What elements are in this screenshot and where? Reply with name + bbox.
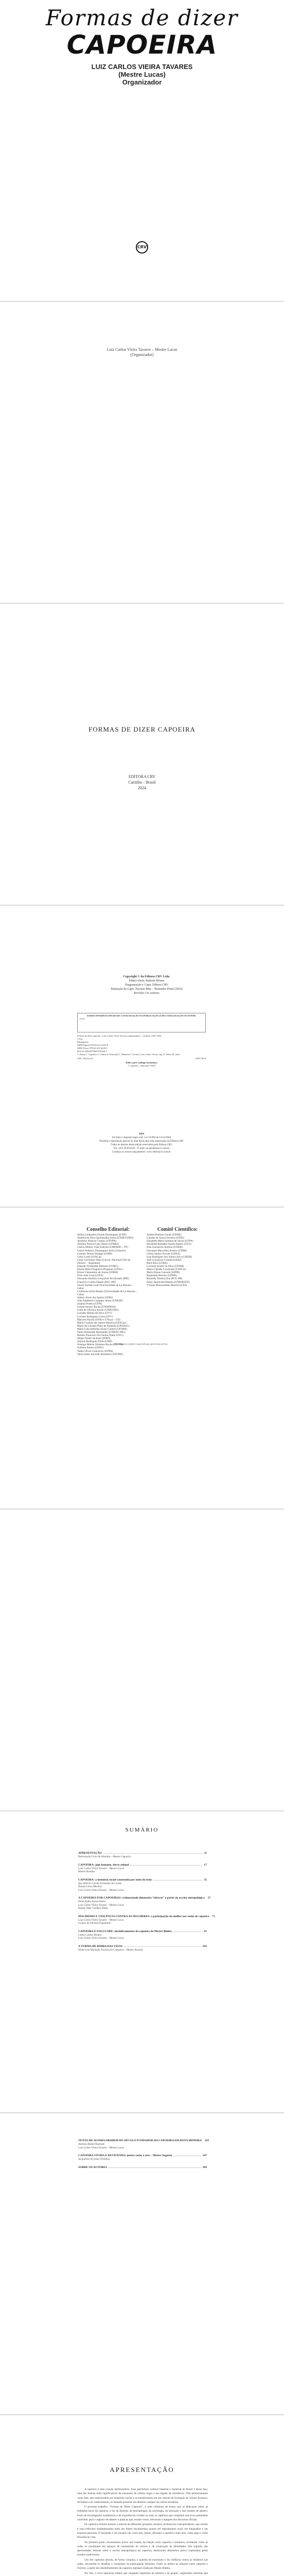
toc-entry-author: Luiz Carlos Vieira Tavares – Mestre Lucas: [78, 1888, 124, 1892]
title-page: [0, 604, 284, 905]
toc-entry: [78, 1878, 207, 1892]
blank-page: [0, 1510, 284, 1810]
board-member: Carlos Alberto Vilar Estêvão (UMINHO – PT): [77, 1246, 129, 1249]
footer-line: Foi feito o depósito legal conf. Lei 10.994 de 14/12/2004: [112, 1137, 171, 1139]
footer-line: Conheça os nossos lançamentos: www.editoracrv.com.br: [112, 1151, 171, 1154]
board-member: Francisco Carlos Duarte (PUC-PR): [77, 1280, 116, 1284]
toc-entry-title: A TURMA DE BIMBA DAS VEIAS: [78, 1944, 123, 1948]
book-title: FORMAS DE DIZER CAPOEIRA: [88, 725, 196, 733]
board-member: Sérgio Nunes de Jesus (IFRO): [77, 1337, 111, 1341]
board-member: Maria de Lourdes Pinto de Almeida (UNOESC): [77, 1324, 130, 1328]
toc-leader-dots: [130, 1865, 202, 1866]
toc-entry: [78, 2139, 207, 2149]
toc-entry-author: Luiz Carlos Vieira Tavares – Mestre Lucas: [78, 1867, 124, 1870]
board-member: Maria Eliane Gazzola (UFPR): [147, 1271, 180, 1275]
toc-entry-title: APRESENTAÇÃO: [78, 1852, 102, 1855]
cover-author-nickname: (Mestre Lucas): [118, 71, 166, 78]
toc-line: [78, 1914, 215, 1919]
board-member: Renato Francisco dos Santos Paula (UFG): [77, 1334, 123, 1337]
summary-page-continued: [0, 2113, 284, 2414]
toc-page-number: 169: [202, 2165, 207, 2169]
board-member: Élsio José Corá (UFFS): [77, 1274, 103, 1278]
cover-role: Organizador: [122, 78, 162, 86]
board-member: Carlos Federico Dominguez Avila (Unieuro): [77, 1249, 126, 1252]
toc-line: [78, 1896, 211, 1900]
catalog-page: [0, 906, 284, 1207]
toc-entry-author: Cintia Comby Beatriz: [78, 1933, 102, 1937]
summary-title: SUMÁRIO: [125, 1827, 159, 1833]
board-member: Elizeu Clementino de Souza (UNEB): [77, 1271, 118, 1275]
summary-page: [0, 1811, 284, 2112]
board-member: Paulo Romualdo Hernandes (UNIFAL-MG): [77, 1331, 126, 1334]
toc-page-number: 17: [204, 1863, 207, 1867]
board-member: Cesar Gerónimo Tello (Univer. Nacional Três de Febrero – Argentina): [77, 1258, 130, 1265]
board-member: Kelli Rios (UFBA): [147, 1261, 168, 1265]
cdu-code: CDU 796.012.62: [77, 1057, 93, 1060]
toc-entry: [78, 2154, 207, 2161]
cip-line: ISBN Digital 978-65-251-6225-8: [77, 1044, 109, 1046]
publisher-block: [0, 774, 284, 791]
toc-line: [78, 2139, 207, 2143]
scientific-committee-title: Comitê Científico:: [157, 1227, 198, 1232]
toc-list: [78, 1852, 215, 1956]
catalog-credits: [103, 975, 190, 995]
toc-line: [78, 2166, 207, 2170]
cover-page: [0, 0, 284, 301]
board-member: Elione Maria Nogueira Diogenes (UFAL): [77, 1268, 123, 1272]
toc-page-number: 35: [204, 1878, 207, 1882]
board-member: Gleisa Santos Novaes (UFBA): [147, 1252, 181, 1256]
publisher-logo: CRV: [136, 241, 148, 253]
toc-entry: [78, 1945, 207, 1952]
toc-page-number: 119: [204, 2139, 209, 2142]
board-member: José Gonçalves Gondra (UERJ): [147, 1258, 182, 1262]
paragraph: Na primeira parte, encontramos textos que tratam da relação entre capoeira e memória, revelando como as rodas se constituem em espaços de transmissão de valores e de construção de identidades. Em seguida, são apresentadas leituras sobre a escrita antropológica da capoeira, destacando dimensões pouco exploradas pelos estudos tradicionais.: [77, 2540, 208, 2557]
cover-title-line2: CAPOEIRA: [66, 30, 218, 60]
revision-credit: Revisão: Os Autores: [134, 992, 159, 995]
cip-title: DADOS INTERNACIONAIS DE CATALOGAÇÃO NA PUBLICAÇÃO (CIP) CATALOGAÇÃO NA FONTE: [87, 1014, 196, 1017]
toc-leader-dots: [103, 1853, 203, 1854]
board-member: João Adalberto Campato Junior (UNESP): [77, 1299, 123, 1303]
board-member: Suely Aparecida Martins (UNIOESTE): [147, 1280, 190, 1284]
toc-entry: [78, 1896, 211, 1910]
cip-line: 1. Dança 2. Capoeira 3. Cultura 4. Educação 5. Memória I. Tavares, Luiz Carlos Vieira, org. II. Título III. Série: [77, 1053, 181, 1056]
peer-review-note: Este livro foi avaliado e aprovado por pareceristas ad hoc.: [114, 1343, 169, 1345]
paragraph: Um dos capítulos aborda, de forma corajosa, a questão do machismo e da violência contra as mulheres nas rodas, discutindo os desafios e conquistas da participação feminina. Outro se dedica às relações entre capoeira e folclore, a partir dos desdobramentos da capoeira regional criada por Mestre Bimba.: [77, 2558, 208, 2570]
editorial-board-page: [0, 1208, 284, 1509]
board-member: Antônio Pereira Gaio Júnior (UFRRJ): [77, 1243, 119, 1246]
cip-box: [77, 1013, 206, 1032]
scientific-committee: [147, 1228, 208, 1287]
cover-author: LUIZ CARLOS VIEIRA TAVARES: [91, 63, 193, 71]
publisher-city: Curitiba – Brasil: [128, 780, 156, 785]
illustration-credit: Ilustração de Capa: Tarcisio Bini – Ilustrador Pinni (2024): [111, 988, 183, 991]
board-member: Lídia de Oliveira Xavier (UNIEURO): [77, 1309, 119, 1312]
editorial-council: [77, 1228, 139, 1356]
board-member: Tadeu Oliver Gonçalves (UFPA): [77, 1349, 113, 1353]
cip-details: [77, 1035, 206, 1067]
catalog-footer: [77, 1132, 206, 1154]
board-member: Simone Rodrigues Pinto (UNB): [77, 1340, 112, 1344]
toc-entry-author: Mestre Brasília: [78, 1870, 95, 1873]
toc-entry-author: Reinvenção Ciclo de Abreuba – Mestre Capoeira: [78, 1855, 131, 1858]
board-member: Gloria Fariñas León (Universidade de La Havana – Cuba): [77, 1283, 133, 1290]
toc-entry-author: Luiz Carlos Vieira Tavares – Mestre Lucas: [78, 1903, 124, 1907]
board-member: Fernando Antônio Gonçalves Alcoforado (IPB): [77, 1277, 129, 1281]
toc-entry: [78, 1930, 207, 1940]
footer-line: 2024: [139, 1133, 144, 1136]
cip-line: DOI 10.24824/978652516226.5: [77, 1050, 107, 1053]
board-member: Celso Conti (UFSCar): [77, 1255, 102, 1259]
footer-line: Proibida a reprodução parcial ou total desta obra sem autorização da Editora CRV: [99, 1140, 184, 1143]
board-member: Jailson Alves dos Santos (UFRJ): [77, 1296, 113, 1299]
toc-page-number: 147: [202, 2154, 207, 2157]
toc-leader-dots: [109, 2167, 201, 2168]
cip-line: ISBN Físico 978-65-251-6226-5: [77, 1047, 108, 1049]
toc-page-number: 11: [204, 1852, 207, 1855]
toc-entry-title: SOBRE OS AUTORES: [78, 2165, 107, 2169]
index-head: Índice para catálogo sistemático: [126, 1061, 157, 1064]
half-title-page: [0, 302, 284, 603]
toc-entry: [78, 1914, 215, 1925]
paragraph: A capoeira é uma criação afrobrasileira. Esse patrimônio cultural material e imaterial do Brasil é desse tipo, uma das formas mais significativas de expressão da cultura negra e seu legado de resistência. Tida primeiramente como luta, tem transcendido seu propósito inicial e se transformado em um veículo de formação de valores diversos, de beleza e de conhecimento, se fazendo presente em distintos campos da cultura brasileira.: [77, 2488, 208, 2504]
presentation-page: [0, 2415, 284, 2576]
board-member: Elizabeth Maria Santana de Souza (UFPA): [147, 1240, 193, 1243]
board-member: Carmen Tereza Velanga (UNIR): [77, 1252, 113, 1256]
presentation-title: APRESENTAÇÃO: [110, 2466, 174, 2473]
diagram-credit: Diagramação e Capa: Editora CRV: [125, 984, 169, 987]
board-member: Elsa Gonçalves Avelino (UNEB): [147, 1246, 183, 1249]
footer-line: Todos os direitos desta edição reservados pela Editora CRV: [111, 1144, 172, 1146]
copyright: Copyright © da Editora CRV Ltda.: [123, 975, 170, 978]
toc-entry-title: A CAPOEIRA POR CAPOEIRAS: evidenciando dimensões “ofuscas” a partir da escrita antropológica: [78, 1896, 205, 1900]
publisher-name: EDITORA CRV: [128, 774, 156, 779]
cip-line: 174 p.: [77, 1038, 83, 1040]
board-member: Leonel Severo Rocha (UNISINOS): [77, 1306, 116, 1309]
editorial-council-title: Conselho Editorial:: [86, 1227, 130, 1232]
toc-entry-title: CAPOEIRA: jogo humano, dorso animal: [78, 1863, 129, 1867]
board-member: Romilda Teodora Ens (PUC-PR): [147, 1277, 183, 1281]
footer-line: Tel.: (41) 3039-6418 – E-mail: sac@editoracrv.com.br: [113, 1147, 170, 1150]
toc-entry: [78, 2166, 207, 2170]
toc-page-number: 57: [207, 1896, 211, 1900]
toc-entry-title: CAPOEIRA: a memória social construída por meio da roda: [78, 1878, 152, 1882]
toc-page-number: 71: [212, 1914, 215, 1918]
toc-entry-author: Luiz Carlos Vieira Tavares – Mestre Lucas: [78, 2146, 124, 2149]
paragraph: Os capítulos reúnem autores e autoras de diferentes gerações, mestres, professores e pesquisadores, que trazem à tona reflexões fundamentadas tanto em fontes documentais quanto em depoimentos orais, em fotografias e em arquivos pessoais. O resultado é um mosaico de vozes que, juntas, afirmam a capoeira como arte, como jogo e como filosofia de vida.: [77, 2523, 208, 2539]
toc-line: [78, 1863, 207, 1867]
toc-entry: [78, 1852, 207, 1859]
board-member: Maria Lília Imbiriba Sousa Colares (UFOPA): [77, 1327, 127, 1331]
board-member: Andrea Bárbara Gentil (UFMS): [147, 1233, 182, 1237]
toc-line: [78, 1878, 207, 1882]
board-member: Viviane Mascarenhas Moreira (UFS): [147, 1283, 187, 1287]
index-entry: 1. Capoeira – Educação 796.8: [128, 1064, 155, 1067]
paragraph: O presente trabalho, “Formas de Dizer Capoeira”, é uma coletânea de textos que se debruçam sobre as múltiplas faces da capoeira, à luz da história, da antropologia, da sociologia, da educação e dos estudos de gênero. Fruto de investigações acadêmicas e de experiências vividas na roda, os capítulos que compõem este livro pretendem contribuir para o registro de saberes e práticas que, muitas vezes, estiveram à margem dos discursos oficiais.: [77, 2505, 208, 2522]
cip-line: Formas de dizer capoeira / Luiz Carlos Vieira Tavares (organizador) – Curitiba: CRV, 2024.: [77, 1035, 162, 1037]
board-member: Elizabeth Ramalho Soares Bastos (UFU): [147, 1243, 191, 1246]
editor-chief: Editor-chefe: Railson Moura: [129, 979, 165, 982]
toc-leader-dots: [124, 1946, 201, 1947]
board-member: Tania Suely Azevedo Brasileiro (UFOPA): [77, 1352, 123, 1356]
toc-entry-author: Luiz Carlos Vieira Tavares – Mestre Lucas: [78, 1937, 124, 1940]
toc-line: [78, 1852, 207, 1855]
board-member: Sydione Santos (UEPG): [77, 1346, 104, 1350]
toc-entry-author: Ivanice de Oliveira Figueirêdo: [78, 1922, 111, 1925]
board-member: Luciano Rodrigues Costa (UFV): [77, 1315, 113, 1318]
toc-entry-title: TEXTO DE ALINHA ORSHEM DO SÉCULO FUNDADOR DA CAPOEIRA EM ROTA MINEIRA: [78, 2139, 202, 2142]
half-title-line2: (Organizador): [130, 352, 154, 357]
scientific-committee-list: [147, 1233, 208, 1287]
board-member: Maria Cristina dos Santos Bezerra (UFSCar): [77, 1321, 126, 1325]
paragraph: Por fim, o livro apresenta relatos que resgatam trajetórias de mestres e de grupos, registrando histórias que: [84, 2571, 208, 2575]
board-member: Ivan Rodrigues dos Santos Silva (UNEB): [147, 1255, 192, 1259]
board-member: Maria Cláudia Cavalcanti (UFSCar): [147, 1268, 186, 1272]
board-member: Andréia da Silva Quintanilha Sousa (UNIR/UFRN): [77, 1236, 134, 1240]
toc-line: [78, 1945, 207, 1948]
board-member: Lucineia Soares da Silva (UFAM): [147, 1265, 184, 1268]
presentation-text: [77, 2487, 208, 2576]
toc-leader-dots: [173, 1931, 203, 1932]
toc-entry-title: CAPOEIRA E FOLCLORE: desdobramentos da capoeira do Mestre Bimba: [78, 1929, 172, 1933]
toc-entry: [78, 1863, 207, 1874]
toc-line: [78, 2154, 207, 2158]
editorial-council-list: [77, 1233, 139, 1356]
toc-entry-title: MACHISMO E VIOLÊNCIA CONTRA AS MULHERES: a participação da mulher nas rodas de capoeira: [78, 1914, 209, 1918]
board-member: Josania Portela (UFPI): [77, 1302, 102, 1306]
board-member: Lourdes Helena da Silva (UFV): [77, 1312, 112, 1315]
board-member: Anselmo Alencar Colares (UFOPA): [77, 1240, 117, 1243]
toc-line: [78, 1930, 207, 1934]
board-member: Reginaldo Peixoto (UEMS): [147, 1274, 177, 1278]
cip-code: F723: [80, 1018, 85, 1020]
board-member: Solange Helena Ximenes-Rocha (UFOPA): [77, 1343, 124, 1347]
toc-entry-author: Luiz Carlos Vieira Tavares – Mestre Lucas: [78, 1918, 124, 1922]
cdd-code: CDD 796.8: [195, 1057, 206, 1060]
board-member: Aldira Guimarães Duarte Domínguez (UNB): [77, 1233, 127, 1237]
half-title-line1: Luiz Carlos Vieira Tavares – Mestre Lucas: [106, 347, 177, 352]
toc-page-number: 91: [204, 1929, 207, 1933]
board-member: Claudia de Souza Teixeira (UFRJ): [147, 1236, 184, 1240]
toc-entry-author: Renata Lima (Mestra): [78, 1885, 102, 1888]
toc-page-number: 103: [202, 1944, 207, 1948]
toc-entry-title: CAPOEIRA VIVIDA E REVIVENDA: poeira como a arte – Mestre Augusto: [78, 2154, 172, 2157]
toc-entry-author: Pedro Pablo Souza Abreu: [78, 1900, 106, 1903]
toc-entry-author: Jacqueline de Jesus (Tirtinha): [78, 2158, 110, 2161]
cip-line: Bibliografia: [77, 1041, 88, 1043]
toc-entry-author: Hidra Leal Machado Ferreira da Cerqueira – Mestre Brasília: [78, 1948, 143, 1952]
board-member: Marcelo Paixão (UFRJ e UTexas – US): [77, 1318, 120, 1321]
board-member: Eduardo Fernandes Barbosa (UFMG): [77, 1265, 118, 1268]
toc-entry-author: Antônio Rafael Rezende: [78, 2143, 104, 2146]
toc-list-continued: [78, 2139, 207, 2174]
toc-entry-author: Igor Márcio Corrêa Fernandes da Cunha: [78, 1882, 121, 1885]
board-member: Guillermo Arias Beatón (Universidade de La Havana – Cuba): [77, 1290, 137, 1296]
toc-entry-author: Rejane Dias Cordeiro Bitão: [78, 1907, 108, 1910]
cover-title-line1: Formas de dizer: [45, 5, 239, 30]
publication-year: 2024: [138, 786, 146, 790]
board-member: Fernando Marcelino Pereira (UFRB): [147, 1249, 187, 1252]
